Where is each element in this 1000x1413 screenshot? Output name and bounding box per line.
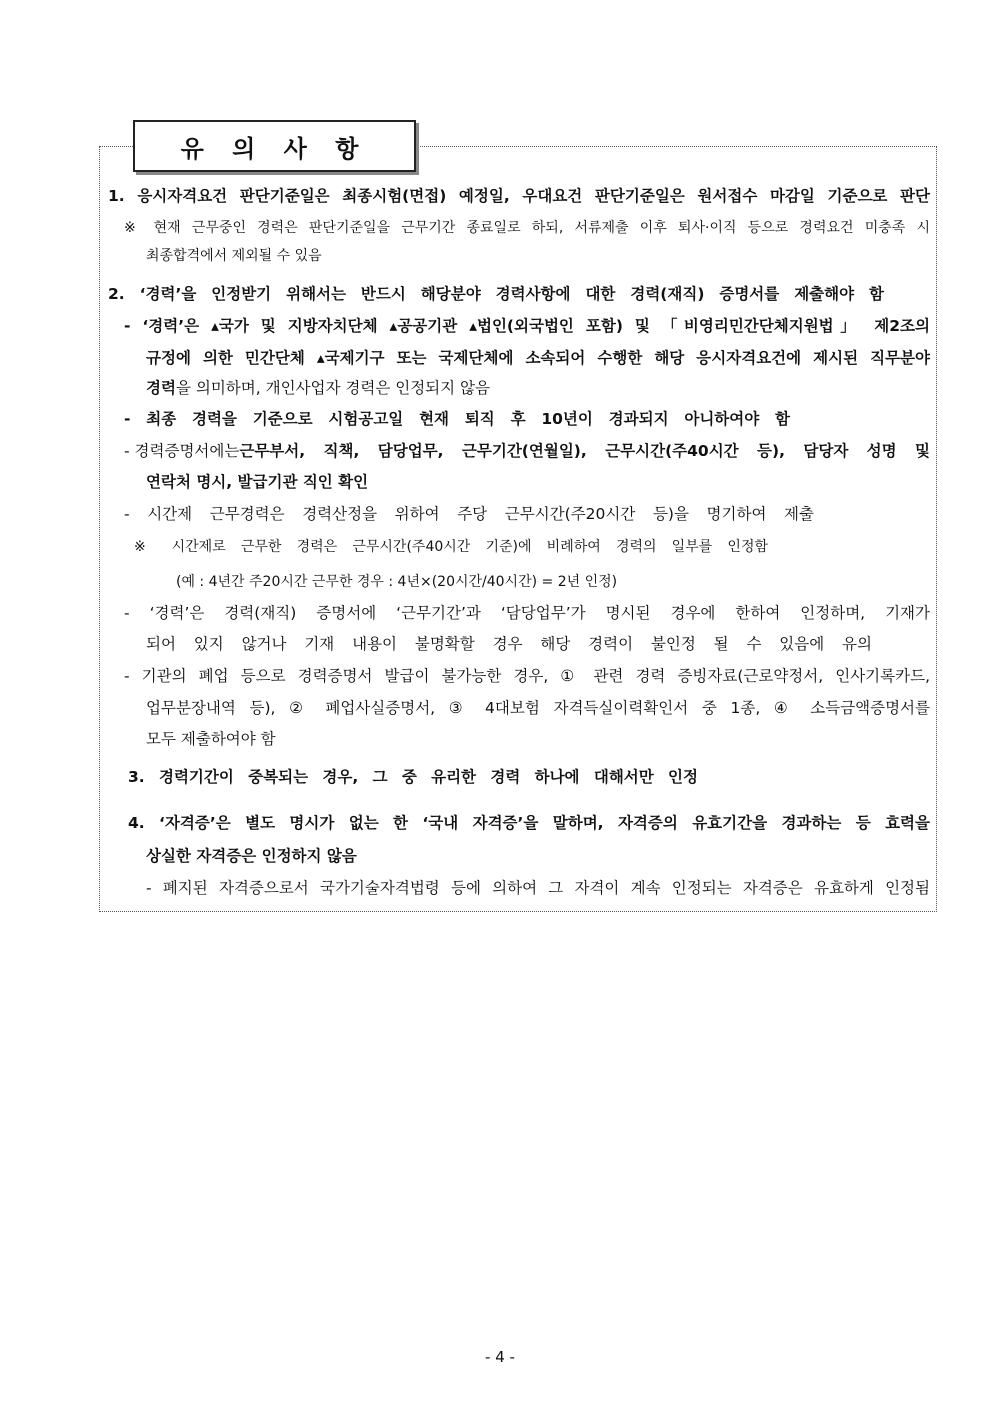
item-2-sub-5: - ‘경력’은 경력(재직) 증명서에 ‘근무기간’과 ‘담당업무’가 명시된 경우에 한하여 인정하며, 기재가: [124, 604, 930, 622]
item-2-heading: 2. ‘경력’을 인정받기 위해서는 반드시 해당분야 경력사항에 대한 경력(재직) 증명서를 제출해야 함: [108, 285, 884, 303]
item-1-heading: 1. 응시자격요건 판단기준일은 최종시험(면접) 예정일, 우대요건 판단기준일은 원서접수 마감일 기준으로 판단: [108, 187, 930, 205]
item-2-sub-1-cont: 규정에 의한 민간단체 ▴국제기구 또는 국제단체에 소속되어 수행한 해당 응시자격요건에 제시된 직무분야: [146, 349, 930, 367]
page-number: - 4 -: [485, 1348, 515, 1366]
item-4-heading-cont: 상실한 자격증은 인정하지 않음: [146, 847, 357, 865]
item-2-sub-1: - ‘경력’은 ▴국가 및 지방자치단체 ▴공공기관 ▴법인(외국법인 포함) 및 「비영리민간단체지원법」 제2조의: [124, 317, 930, 335]
item-4-sub-1: - 폐지된 자격증으로서 국가기술자격법령 등에 의하여 그 자격이 계속 인정되는 자격증은 유효하게 인정됨: [146, 879, 930, 897]
item-2-sub-6: - 기관의 폐업 등으로 경력증명서 발급이 불가능한 경우, ① 관련 경력 증빙자료(근로약정서, 인사기록카드,: [124, 667, 930, 685]
item-2-sub-4-example: (예 : 4년간 주20시간 근무한 경우 : 4년×(20시간/40시간) = 2년 인정): [176, 574, 618, 590]
notice-title: 유 의 사 항: [133, 120, 416, 172]
item-1-note: ※ 현재 근무중인 경력은 판단기준일을 근무기간 종료일로 하되, 서류제출 이후 퇴사·이직 등으로 경력요건 미충족 시: [124, 220, 930, 236]
item-4-heading: 4. ‘자격증’은 별도 명시가 없는 한 ‘국내 자격증’을 말하며, 자격증의 유효기간을 경과하는 등 효력을: [128, 814, 930, 832]
item-2-sub-5-cont: 되어 있지 않거나 기재 내용이 불명확할 경우 해당 경력이 불인정 될 수 있음에 유의: [146, 635, 872, 653]
item-3-heading: 3. 경력기간이 중복되는 경우, 그 중 유리한 경력 하나에 대해서만 인정: [128, 768, 698, 786]
item-2-sub-4-note: ※ 시간제로 근무한 경력은 근무시간(주40시간 기준)에 비례하여 경력의 일부를 인정함: [134, 539, 768, 555]
item-2-sub-6-end: 모두 제출하여야 함: [146, 730, 276, 748]
item-2-sub-6-cont: 업무분장내역 등), ② 폐업사실증명서, ③ 4대보험 자격득실이력확인서 중 1종, ④ 소득금액증명서를: [146, 699, 930, 717]
item-2-sub-3-cont: 연락처 명시, 발급기관 직인 확인: [146, 473, 369, 491]
item-1-note-cont: 최종합격에서 제외될 수 있음: [146, 248, 322, 264]
item-2-sub-1-end: 경력을 의미하며, 개인사업자 경력은 인정되지 않음: [146, 379, 491, 397]
item-2-sub-2: - 최종 경력을 기준으로 시험공고일 현재 퇴직 후 10년이 경과되지 아니하여야 함: [124, 410, 790, 428]
item-2-sub-4: - 시간제 근무경력은 경력산정을 위하여 주당 근무시간(주20시간 등)을 명기하여 제출: [124, 505, 814, 523]
item-2-sub-3: - 경력증명서에는 근무부서, 직책, 담당업무, 근무기간(연월일), 근무시간(주40시간 등), 담당자 성명 및: [124, 442, 930, 460]
